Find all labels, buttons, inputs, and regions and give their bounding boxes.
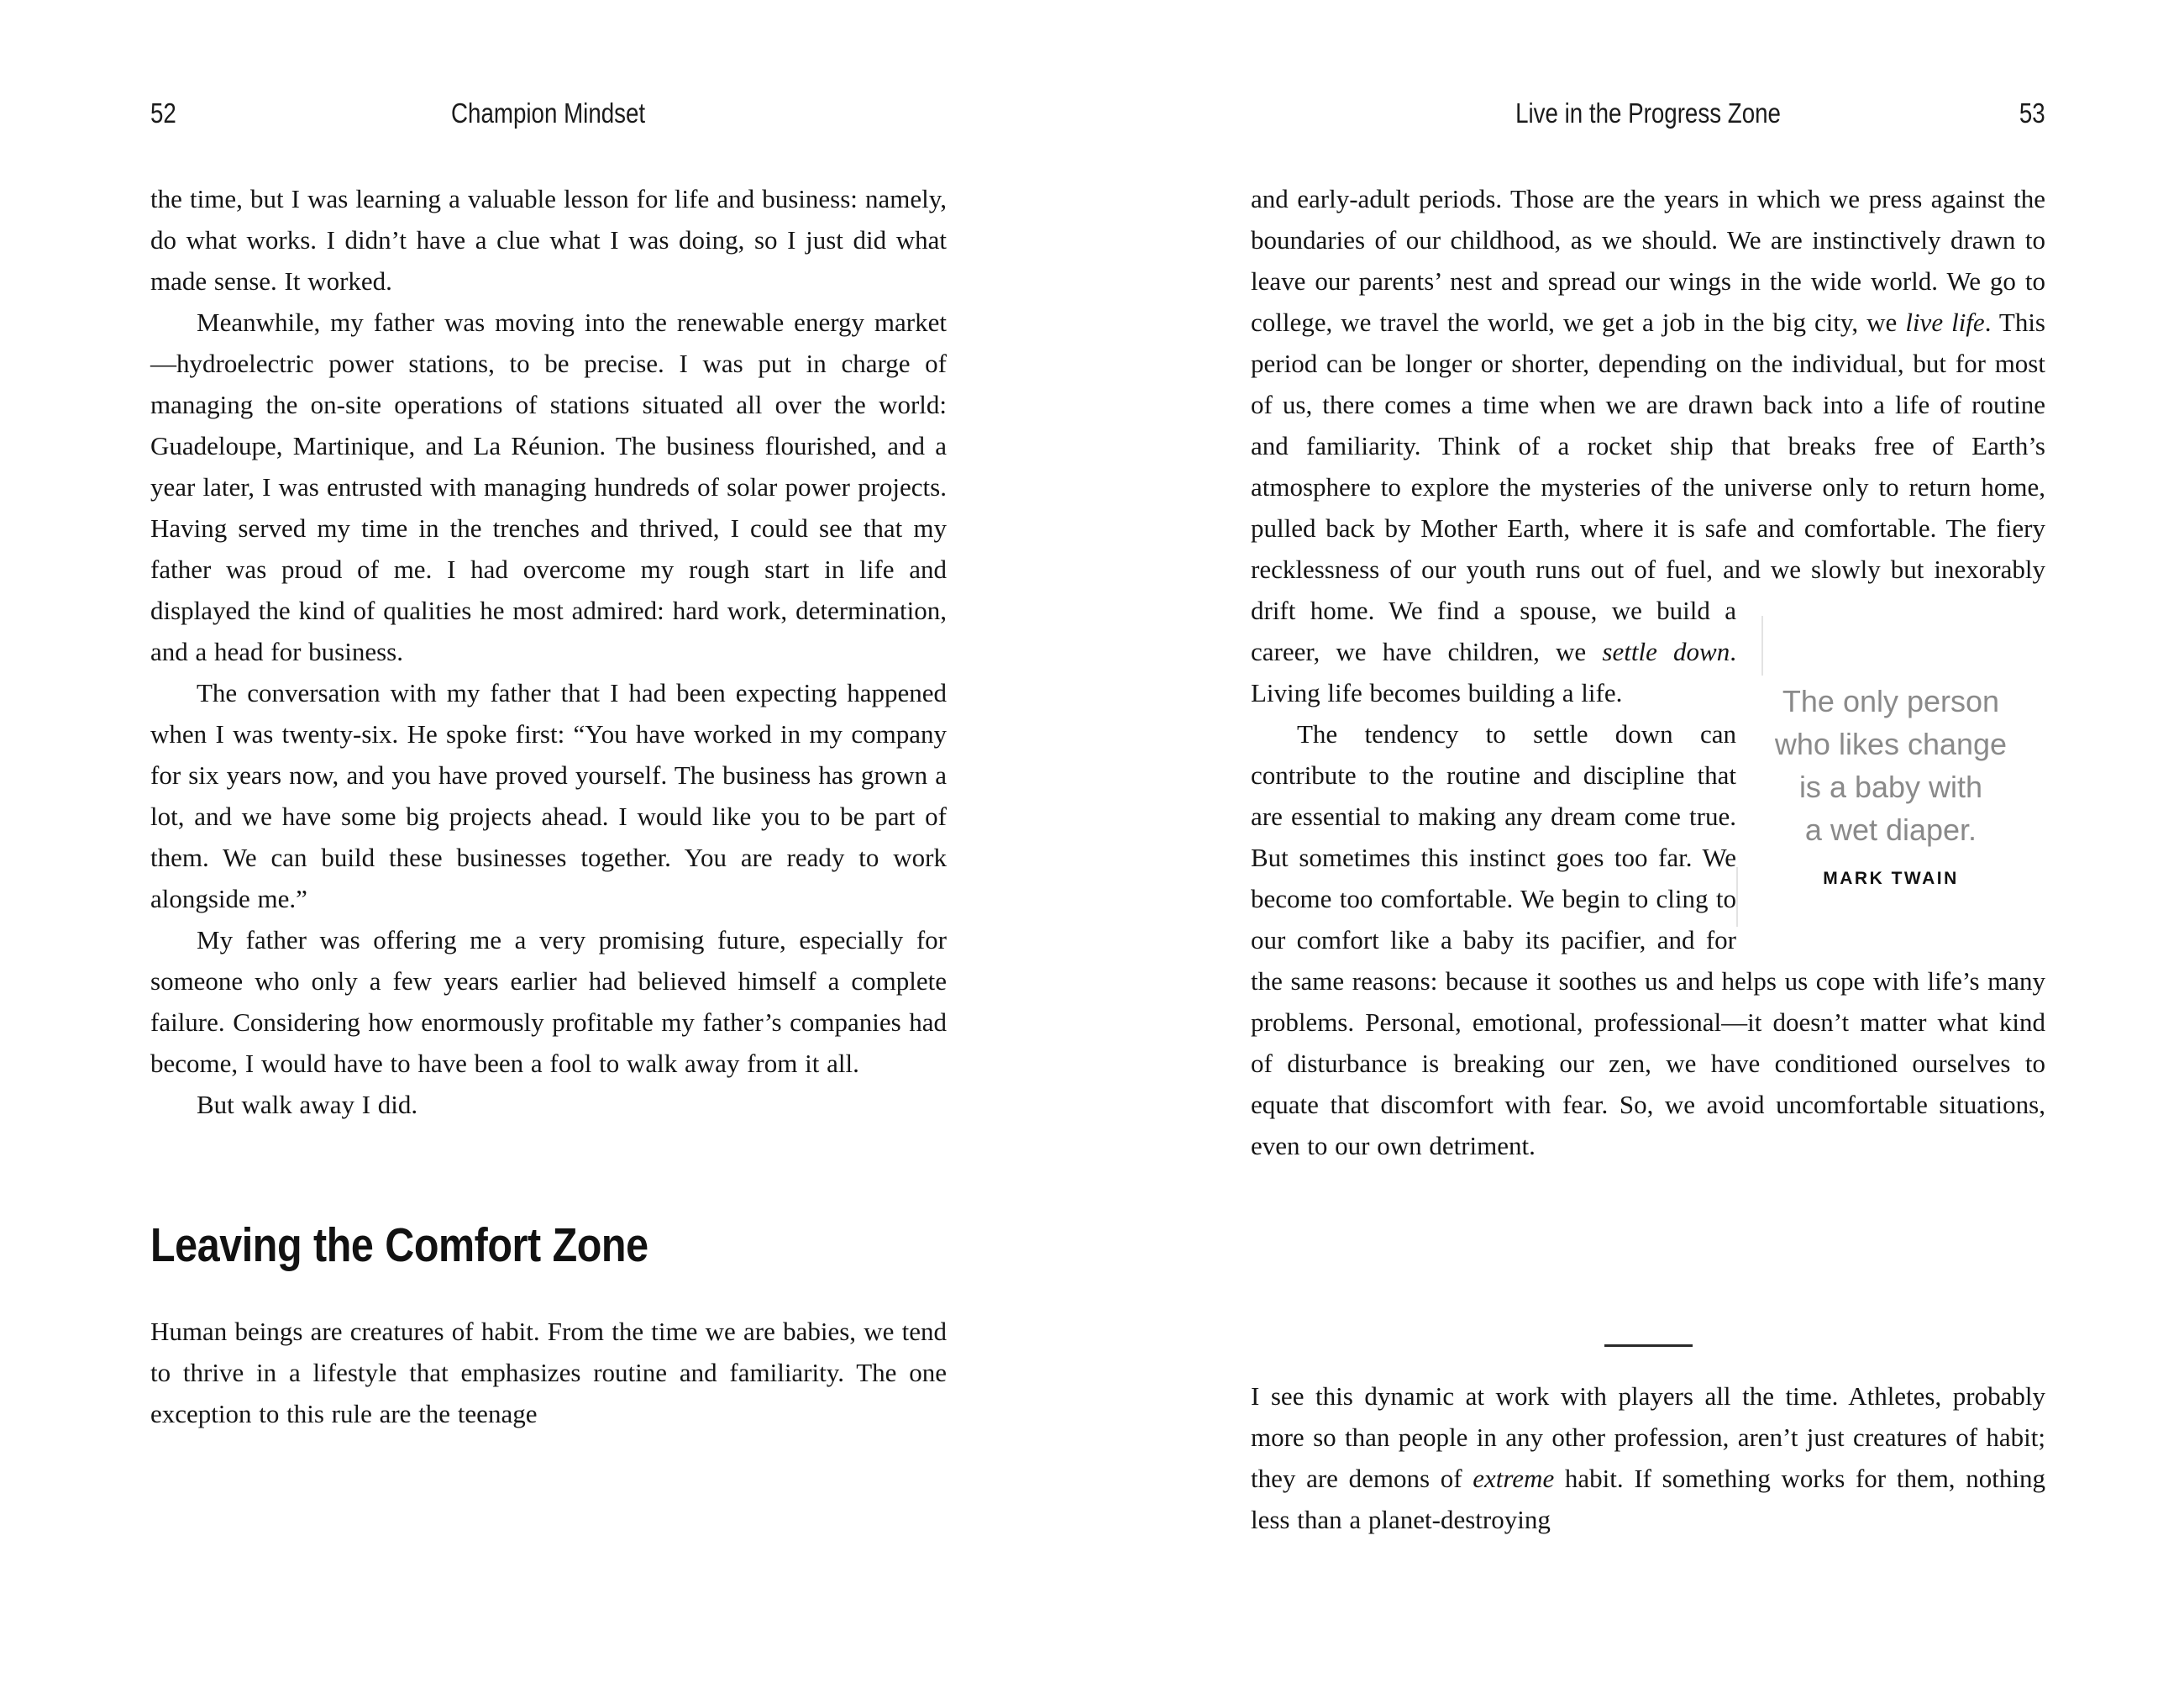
body-paragraph: and early-adult periods. Those are the years in which we press against the boundaries of our childhood, as we should. We are instinctively drawn to leave our parents’ nest and spread our wings in the wide world. We go to college, we travel the world, we get a job in the big city, we live life. This period can be longer or shorter, depending on the individual, but for most of us, there comes a time when we are drawn back into a life of routine and familiarity. Think of a rocket ship that breaks free of Earth’s atmosphere to explore the mysteries of the universe only to return home, pulled back by Mother Earth, where it is safe and comfortable. The fiery recklessness of our youth runs out of fuel, and we slowly but inexorably drift home. We find a The only person who likes change is a baby with a wet diaper. MARK TWAIN spouse, we build a career, we have children, we settle down. Living life becomes building a life. bbox=[1251, 178, 2045, 713]
body-paragraph: Meanwhile, my father was moving into the renewable energy market—hydroelectric power stations, to be precise. I was put in charge of managing the on-site operations of stations situated all over the world: Guadeloupe, Martinique, and La Réunion. The business flourished, and a year later, I was entrusted with managing hundreds of solar power projects. Having served my time in the trenches and thrived, I could see that my father was proud of me. I had overcome my rough start in life and displayed the kind of qualities he most admired: hard work, determination, and a head for business. bbox=[150, 308, 947, 666]
body-paragraph: the time, but I was learning a valuable lesson for life and business: namely, do what works. I didn’t have a clue what I was doing, so I just did what made sense. It worked. bbox=[150, 184, 947, 296]
section-divider bbox=[1604, 1344, 1693, 1347]
pull-quote-float bbox=[1736, 590, 2045, 926]
left-page bbox=[150, 0, 947, 1688]
page-number-left: 52 bbox=[150, 97, 176, 129]
body-paragraph: My father was offering me a very promising future, especially for someone who only a few years earlier had believed himself a complete failure. Considering how enormously profitable my father’s companies had become, I would have to have been a fool to walk away from it all. bbox=[150, 925, 947, 1078]
running-head-right: Live in the Progress Zone bbox=[1515, 97, 1781, 129]
left-page-header bbox=[150, 98, 947, 132]
running-head-left: Champion Mindset bbox=[451, 97, 646, 129]
right-page bbox=[1251, 0, 2045, 1688]
right-page-header bbox=[1251, 98, 2045, 132]
italic-phrase: live life bbox=[1905, 308, 1985, 337]
pull-quote-attribution: MARK TWAIN bbox=[1823, 869, 1959, 888]
pull-quote-text: is a baby with bbox=[1798, 770, 1983, 804]
pull-quote-box bbox=[1736, 616, 2045, 927]
italic-phrase: settle down bbox=[1602, 637, 1730, 666]
pull-quote-text: a wet diaper. bbox=[1804, 812, 1977, 847]
pull-quote-text: The only person bbox=[1782, 684, 2000, 718]
body-paragraph: The conversation with my father that I had been expecting happened when I was twenty-six. He spoke first: “You have worked in my company for six years now, and you have proved yourself. The business has grown a lot, and we have some big projects ahead. I would like you to be part of them. We can build these businesses together. You are ready to work alongside me.” bbox=[150, 678, 947, 913]
section-heading: Leaving the Comfort Zone bbox=[150, 1218, 648, 1272]
body-paragraph: The tendency to settle down can contribute to the routine and discipline that are essential to making any dream come true. But sometimes this instinct goes too far. We become too comfortable. We begin to cling to our comfort like a baby its pacifier, and for the same reasons: because it soothes us and helps us cope with life’s many problems. Personal, emotional, professional—it doesn’t matter what kind of disturbance is breaking our zen, we have conditioned ourselves to equate that discomfort with fear. So, we avoid uncomfortable situations, even to our own detriment. bbox=[1251, 719, 2045, 1160]
right-page-body bbox=[1251, 178, 2045, 1166]
left-page-body bbox=[150, 178, 947, 1434]
body-paragraph: I see this dynamic at work with players all the time. Athletes, probably more so than people in any other profession, aren’t just creatures of habit; they are demons of extreme habit. If something works for them, nothing less than a planet-destroying bbox=[1251, 1381, 2045, 1534]
page-number-right: 53 bbox=[2019, 97, 2045, 129]
italic-phrase: extreme bbox=[1473, 1464, 1555, 1493]
body-paragraph: But walk away I did. bbox=[197, 1090, 418, 1119]
section-opening-paragraph: Human beings are creatures of habit. From the time we are babies, we tend to thrive in a lifestyle that emphasizes routine and familiarity. The one exception to this rule are the teenage bbox=[150, 1317, 947, 1429]
section-break-block bbox=[1251, 1344, 2045, 1540]
pull-quote-text: who likes change bbox=[1774, 727, 2008, 761]
